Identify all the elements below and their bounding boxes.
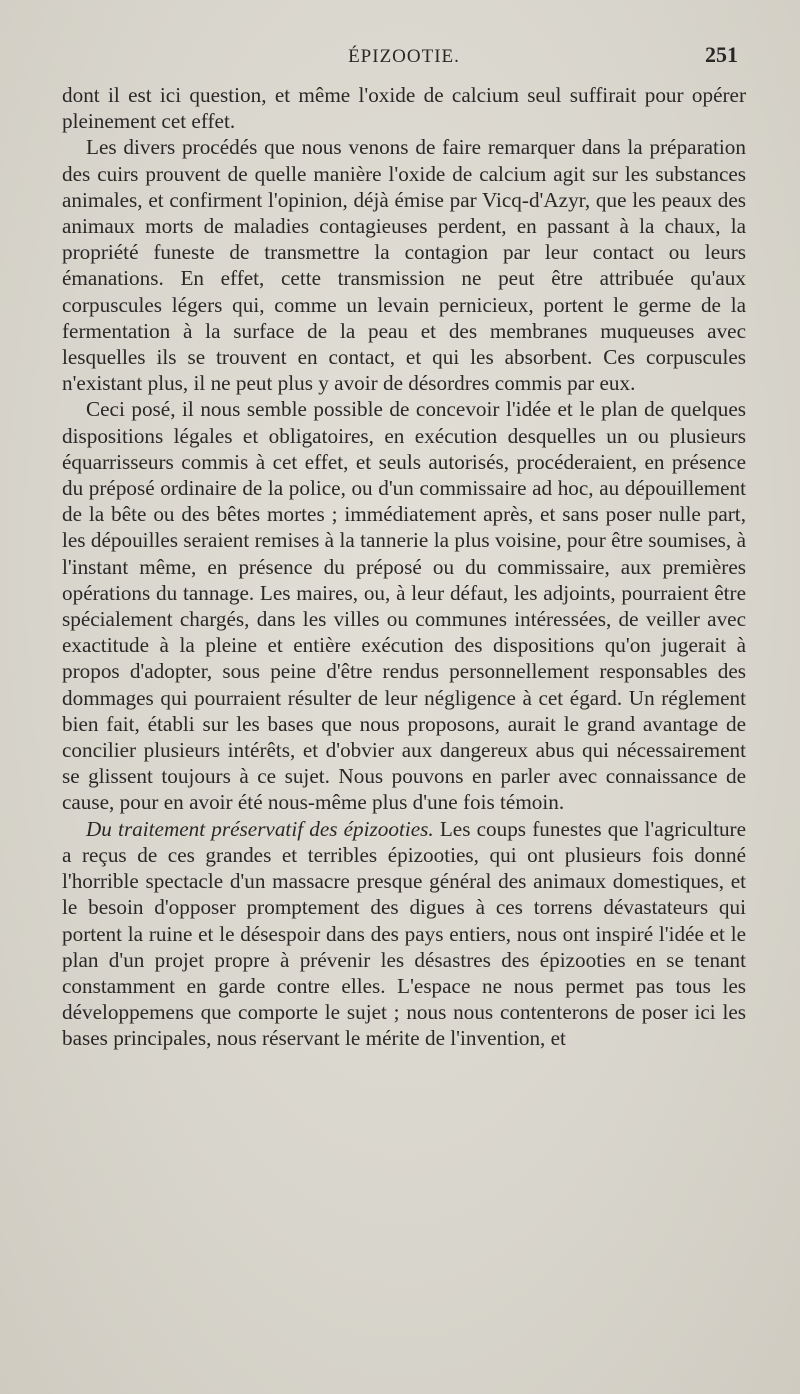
paragraph-text: Les coups funestes que l'agriculture a reçus de ces grandes et terribles épizooties, qui ont plusieurs fois donné l'horrible spectacle d'un massacre presque général des animaux domestiques, et le besoin d'opposer promptement des digues à ces torrens dévastateurs qui portent la ruine et le désespoir dans des pays entiers, nous ont inspiré l'idée et le plan d'un projet propre à prévenir les désastres des épizooties en se tenant constamment en garde contre elles. L'espace ne nous permet pas tous les développemens que comporte le sujet ; nous nous contenterons de poser ici les bases principales, nous réservant le mérite de l'invention, et xyxy=(62,816,747,1051)
paragraph-section xyxy=(62,816,746,1052)
paragraph-continuation xyxy=(62,82,746,134)
running-title: ÉPIZOOTIE. xyxy=(348,46,460,67)
paragraph-text: Les divers procédés que nous venons de faire remarquer dans la préparation des cuirs prouvent de quelle manière l'oxide de calcium agit sur les substances animales, et confirment l'opinion, déjà émise par Vicq-d'Azyr, que les peaux des animaux morts de maladies contagieuses perdent, en passant à la chaux, la propriété funeste de transmettre la contagion par leur contact ou leurs émanations. En effet, cette transmission ne peut être attribuée qu'aux corpuscules légers qui, comme un levain pernicieux, portent le germe de la fermentation à la surface de la peau et des membranes muqueuses avec lesquelles ils se trouvent en contact, et qui les absorbent. Ces corpuscules n'existant plus, il ne peut plus y avoir de désordres commis par eux. xyxy=(62,135,746,396)
paragraph xyxy=(62,134,746,396)
section-lead-italic: Du traitement préservatif des épizooties. xyxy=(86,816,434,841)
paragraph-text: dont il est ici question, et même l'oxide de calcium seul suffirait pour opérer pleinement cet effet. xyxy=(62,83,746,134)
body-text xyxy=(62,82,746,1052)
paragraph-text: Ceci posé, il nous semble possible de concevoir l'idée et le plan de quelques dispositions légales et obligatoires, en exécution desquelles un ou plusieurs équarrisseurs commis à cet effet, et seuls autorisés, procéderaient, en présence du préposé ordinaire de la police, ou d'un commissaire ad hoc, au dépouillement de la bête ou des bêtes mortes ; immédiatement après, et sans poser nulle part, les dépouilles seraient remises à la tannerie la plus voisine, pour être soumises, à l'instant même, en présence du préposé ou du commissaire, aux premières opérations du tannage. Les maires, ou, à leur défaut, les adjoints, pourraient être spécialement chargés, dans les villes ou communes intéressées, de veiller avec exactitude à la pleine et entière exécution des dispositions qu'on jugerait à propos d'adopter, sous peine d'être rendus personnellement responsables des dommages qui pourraient résulter de leur négligence à cet égard. Un réglement bien fait, établi sur les bases que nous proposons, aurait le grand avantage de concilier plusieurs intérêts, et d'obvier aux dangereux abus qui nécessairement se glissent toujours à ce sujet. Nous pouvons en parler avec connaissance de cause, pour en avoir été nous-même plus d'une fois témoin. xyxy=(62,397,746,815)
paragraph xyxy=(62,396,746,815)
running-head xyxy=(62,38,746,72)
page-number: 251 xyxy=(705,42,738,67)
